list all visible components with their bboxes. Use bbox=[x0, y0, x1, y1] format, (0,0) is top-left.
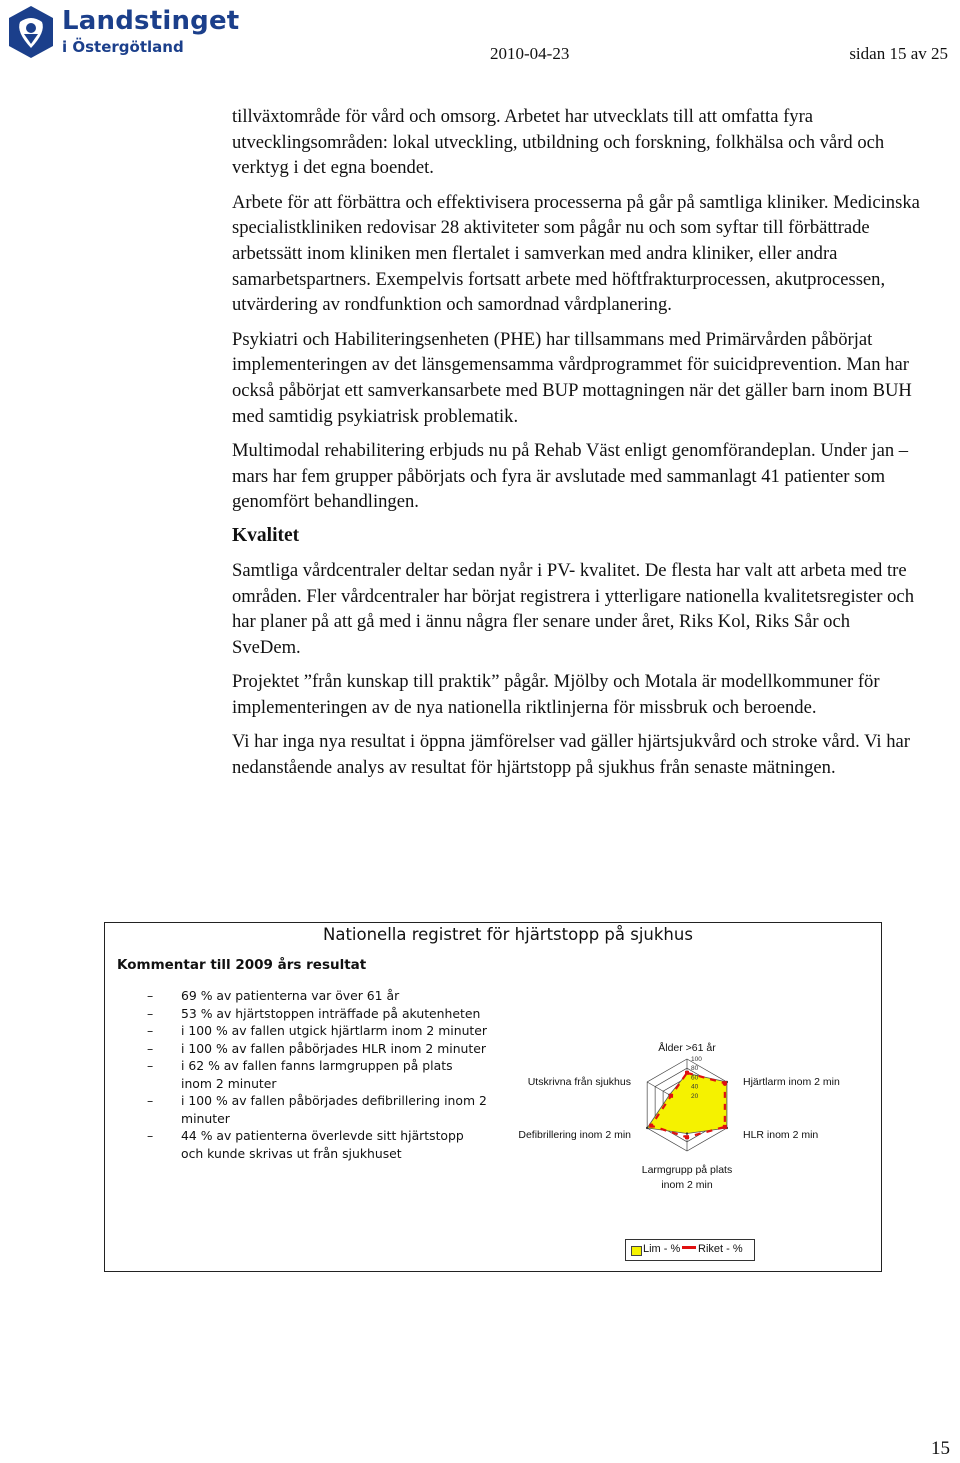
axis-label-defib: Defibrillering inom 2 min bbox=[518, 1129, 631, 1141]
page-number: 15 bbox=[931, 1438, 950, 1459]
list-item-text: i 100 % av fallen påbörjades defibrillering inom 2 minuter bbox=[181, 1093, 487, 1126]
radar-tick-label: 20 bbox=[691, 1092, 699, 1100]
series-riket-point bbox=[685, 1071, 689, 1075]
logo-title: Landstinget bbox=[62, 6, 240, 36]
list-item-text: i 100 % av fallen utgick hjärtlarm inom 2 minuter bbox=[181, 1023, 488, 1038]
paragraph: tillväxtområde för vård och omsorg. Arbetet har utvecklats till att omfatta fyra utvecklingsområden: lokal utveckling, utbildning och forskning, folkhälsa och vård och verktyg i det egna boendet. bbox=[232, 106, 885, 179]
list-item bbox=[147, 1057, 487, 1092]
paragraph: Arbete för att förbättra och effektivisera processerna på går på samtliga kliniker. Medicinska specialistkliniken redovisar 28 aktiviteter som pågår nu och som syftar till förbättrade arbetssätt inom kliniken men flertalet i samverkan med andra kliniker, eller andra samarbetspartners. Exempelvis fortsatt arbete med höftfrakturprocessen, akutprocessen, utvärdering av rondfunktion och samordnad vårdplanering. bbox=[232, 191, 920, 316]
paragraph: Psykiatri och Habiliteringsenheten (PHE) har tillsammans med Primärvården påbörjat implementeringen av det länsgemensamma vårdprogrammet för suicidprevention. Man har också påbörjat ett samverkansarbete med BUP mottagningen när det gäller barn inom BUH med samtidig psykiatrisk problematik. bbox=[232, 328, 912, 427]
list-dash: – bbox=[147, 988, 154, 1003]
logo-subtitle: i Östergötland bbox=[62, 38, 184, 56]
axis-label-discharged: Utskrivna från sjukhus bbox=[527, 1076, 631, 1088]
axis-label-heart-alarm: Hjärtlarm inom 2 min bbox=[743, 1076, 840, 1088]
series-lim-area bbox=[647, 1073, 727, 1133]
axis-label-team: Larmgrupp på plats bbox=[641, 1164, 733, 1176]
landstinget-emblem-icon bbox=[6, 4, 56, 60]
comment-title: Kommentar till 2009 års resultat bbox=[117, 957, 367, 973]
box-title: Nationella registret för hjärtstopp på sjukhus bbox=[323, 925, 693, 944]
list-item bbox=[147, 1092, 487, 1127]
axis-label-age: Ålder >61 år bbox=[658, 1042, 716, 1054]
series-riket-point bbox=[685, 1135, 689, 1139]
radar-tick-label: 40 bbox=[691, 1083, 699, 1091]
list-item-text: i 100 % av fallen påbörjades HLR inom 2 minuter bbox=[181, 1040, 486, 1056]
list-item bbox=[147, 1127, 487, 1162]
legend-label-riket: Riket - % bbox=[698, 1243, 743, 1255]
paragraph: Vi har inga nya resultat i öppna jämförelser vad gäller hjärtsjukvård och stroke vård. Vi har nedanstående analys av resultat för hjärtstopp på sjukhus från senaste mätningen. bbox=[232, 731, 910, 779]
landstinget-logo bbox=[6, 4, 246, 64]
list-item-text: 69 % av patienterna var över 61 år bbox=[181, 988, 400, 1003]
paragraph: Projektet ”från kunskap till praktik” pågår. Mjölby och Motala är modellkommuner för implementeringen av de nya nationella riktlinjerna för missbruk och beroende. bbox=[232, 671, 880, 718]
list-item bbox=[147, 1040, 487, 1058]
legend-label-lim: Lim - % bbox=[643, 1243, 681, 1255]
list-item bbox=[147, 1005, 487, 1023]
axis-label-cpr: HLR inom 2 min bbox=[743, 1129, 819, 1141]
paragraph: Multimodal rehabilitering erbjuds nu på Rehab Väst enligt genomförandeplan. Under jan – mars har fem grupper påbörjats och fyra är avslutade med sammanlagt 41 patienter som genomfört behandlingen. bbox=[232, 440, 909, 513]
legend-swatch-riket bbox=[682, 1246, 696, 1249]
radar-tick-label: 100 bbox=[691, 1056, 702, 1063]
registry-box bbox=[104, 922, 882, 1272]
body-text bbox=[232, 104, 922, 790]
list-item bbox=[147, 987, 487, 1005]
legend-swatch-lim bbox=[631, 1246, 642, 1256]
paragraph: Samtliga vårdcentraler deltar sedan nyår i PV- kvalitet. De flesta har valt att arbeta med tre områden. Fler vårdcentraler har börjat registrera i ytterligare nationella kvalitetsregister och har planer på att gå med i ännu några fler senare under året, Riks Kol, Riks Sår och SveDem. bbox=[232, 559, 914, 658]
list-dash: – bbox=[147, 1023, 154, 1038]
page-header bbox=[0, 0, 960, 80]
series-riket-point bbox=[669, 1094, 673, 1098]
chart-legend bbox=[625, 1239, 755, 1261]
list-dash: – bbox=[147, 1058, 154, 1073]
list-dash: – bbox=[147, 1040, 154, 1056]
list-dash: – bbox=[147, 1093, 154, 1108]
axis-label-team-line2: inom 2 min bbox=[661, 1179, 713, 1191]
section-heading: Kvalitet bbox=[232, 524, 300, 546]
series-riket-point bbox=[723, 1125, 727, 1129]
header-page-indicator: sidan 15 av 25 bbox=[849, 44, 948, 63]
radar-tick-label: 80 bbox=[691, 1065, 699, 1073]
list-item-text: i 62 % av fallen fanns larmgruppen på plats inom 2 minuter bbox=[181, 1058, 453, 1091]
series-lim-point bbox=[686, 1132, 688, 1134]
series-riket-point bbox=[649, 1124, 653, 1128]
list-dash: – bbox=[147, 1128, 154, 1143]
header-date: 2010-04-23 bbox=[490, 44, 570, 63]
list-item bbox=[147, 1022, 487, 1040]
list-dash: – bbox=[147, 1005, 154, 1021]
series-lim-point bbox=[646, 1127, 648, 1129]
radar-chart bbox=[517, 1035, 857, 1195]
list-item-text: 53 % av hjärtstoppen inträffade på akutenheten bbox=[181, 1005, 481, 1021]
list-item-text: 44 % av patienterna överlevde sitt hjärtstopp och kunde skrivas ut från sjukhuset bbox=[181, 1128, 464, 1161]
series-riket-point bbox=[723, 1081, 727, 1085]
radar-tick-label: 60 bbox=[691, 1074, 699, 1082]
comment-list bbox=[147, 987, 487, 1162]
